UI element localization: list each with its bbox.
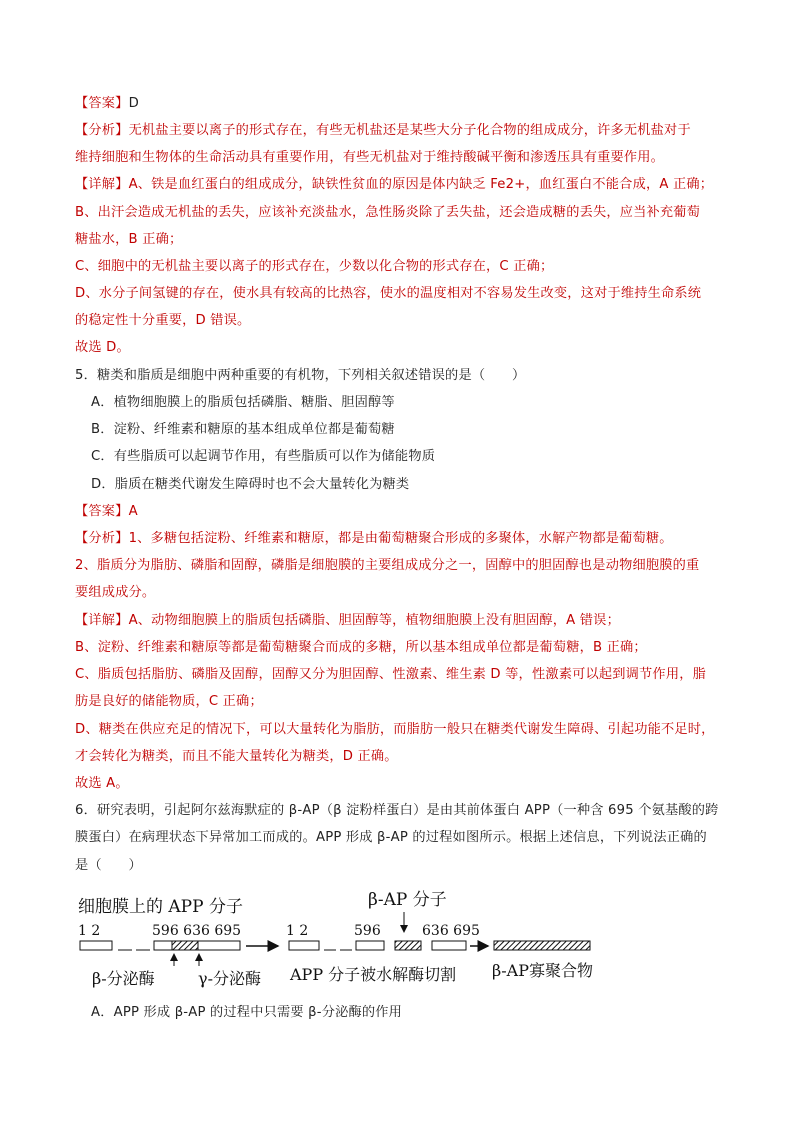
detail-text: A、铁是血红蛋白的组成成分，缺铁性贫血的原因是体内缺乏 Fe2+，血红蛋白不能合成，A 正确； (128, 177, 714, 192)
gamma-secretase-label: γ-分泌酶 (198, 969, 261, 988)
q5-analysis-line-2: 2、脂质分为脂肪、磷脂和固醇，磷脂是细胞膜的主要组成成分之一，固醇中的胆固醇也是动物细胞膜的重 (75, 558, 700, 573)
app-processing-diagram (70, 888, 670, 1000)
q5-detail-line-2: B、淀粉、纤维素和糖原等都是葡萄糖聚合而成的多糖，所以基本组成单位都是葡萄糖，B 正确； (75, 640, 647, 655)
analysis-tag: 【分析】 (75, 123, 129, 138)
q4-conclusion: 故选 D。 (75, 340, 130, 355)
q4-detail-line-5: D、水分子间氢键的存在，使水具有较高的比热容，使水的温度相对不容易发生改变，这对于维持生命系统 (75, 286, 702, 301)
analysis-text: 无机盐主要以离子的形式存在，有些无机盐还是某些大分子化合物的组成成分，许多无机盐对于 (128, 123, 691, 138)
mid-label-636-695: 636 695 (422, 923, 480, 939)
answer-value: D (128, 96, 139, 111)
diagram-title-left: 细胞膜上的 APP 分子 (78, 897, 243, 917)
q5-analysis-line-1 (75, 530, 673, 548)
q6-stem-line-2: 膜蛋白）在病理状态下异常加工而成的。APP 形成 β-AP 的过程如图所示。根据上述信息，下列说法正确的 (75, 830, 707, 845)
q5-option-b: B．淀粉、纤维素和糖原的基本组成单位都是葡萄糖 (91, 422, 395, 437)
beta-ap-oligomer (494, 941, 590, 950)
q4-detail-line-2: B、出汗会造成无机盐的丢失，应该补充淡盐水，急性肠炎除了丢失盐，还会造成糖的丢失，应当补充葡萄 (75, 205, 701, 220)
answer-tag: 【答案】 (75, 96, 129, 111)
q5-conclusion: 故选 A。 (75, 776, 129, 791)
diagram-title-mid: β-AP 分子 (368, 890, 447, 910)
q5-analysis-line-3: 要组成成分。 (75, 585, 156, 600)
detail-tag: 【详解】 (75, 177, 129, 192)
analysis-text: 1、多糖包括淀粉、纤维素和糖原，都是由葡萄糖聚合形成的多聚体，水解产物都是葡萄糖。 (128, 531, 673, 546)
caption-hydrolysis: APP 分子被水解酶切割 (290, 965, 457, 984)
q5-detail-line-6: 才会转化为糖类，而且不能大量转化为糖类，D 正确。 (75, 749, 398, 764)
fragment-pre (356, 941, 384, 950)
q4-analysis-line-2: 维持细胞和生物体的生命活动具有重要作用，有些无机盐对于维持酸碱平衡和渗透压具有重要作用。 (75, 150, 665, 165)
app-segment-start (80, 941, 112, 950)
q6-stem-line-1: 6．研究表明，引起阿尔兹海默症的 β-AP（β 淀粉样蛋白）是由其前体蛋白 APP（一种含 695 个氨基酸的跨 (75, 803, 719, 818)
caption-oligomer: β-AP寡聚合物 (492, 961, 593, 980)
detail-tag: 【详解】 (75, 613, 129, 628)
answer-tag: 【答案】 (75, 504, 129, 519)
app-segment-end (198, 941, 240, 950)
app-segment-pre (154, 941, 172, 950)
beta-secretase-label: β-分泌酶 (92, 969, 155, 988)
beta-ap-fragment (395, 941, 421, 950)
q4-analysis-line-1 (75, 122, 691, 140)
q5-answer-line (75, 503, 138, 521)
left-label-1-2: 1 2 (78, 923, 101, 939)
answer-value: A (128, 504, 138, 519)
q5-option-a: A．植物细胞膜上的脂质包括磷脂、糖脂、胆固醇等 (91, 395, 395, 410)
q5-stem: 5．糖类和脂质是细胞中两种重要的有机物，下列相关叙述错误的是（ ） (75, 368, 526, 383)
q5-detail-line-1 (75, 612, 620, 630)
q5-detail-line-4: 肪是良好的储能物质，C 正确； (75, 694, 263, 709)
detail-text: A、动物细胞膜上的脂质包括磷脂、胆固醇等，植物细胞膜上没有胆固醇，A 错误； (128, 613, 620, 628)
beta-ap-region (172, 941, 198, 950)
q4-detail-line-3: 糖盐水，B 正确； (75, 232, 183, 247)
q6-option-a: A．APP 形成 β-AP 的过程中只需要 β-分泌酶的作用 (91, 1005, 403, 1020)
analysis-tag: 【分析】 (75, 531, 129, 546)
q4-answer-line (75, 95, 139, 113)
mid-label-596: 596 (354, 923, 381, 939)
q5-option-c: C．有些脂质可以起调节作用，有些脂质可以作为储能物质 (91, 449, 436, 464)
q4-detail-line-6: 的稳定性十分重要，D 错误。 (75, 313, 251, 328)
q5-detail-line-3: C、脂质包括脂肪、磷脂及固醇，固醇又分为胆固醇、性激素、维生素 D 等，性激素可以起到调节作用，脂 (75, 667, 706, 682)
q5-detail-line-5: D、糖类在供应充足的情况下，可以大量转化为脂肪，而脂肪一般只在糖类代谢发生障碍、引起功能不足时， (75, 722, 715, 737)
q5-option-d: D．脂质在糖类代谢发生障碍时也不会大量转化为糖类 (91, 477, 410, 492)
q6-stem-line-3: 是（ ） (75, 858, 142, 873)
mid-label-1-2: 1 2 (286, 923, 309, 939)
q4-detail-line-4: C、细胞中的无机盐主要以离子的形式存在，少数以化合物的形式存在，C 正确； (75, 259, 554, 274)
fragment-end (432, 941, 466, 950)
q4-detail-line-1 (75, 176, 713, 194)
left-label-596-636-695: 596 636 695 (152, 923, 242, 939)
fragment-start (289, 941, 319, 950)
